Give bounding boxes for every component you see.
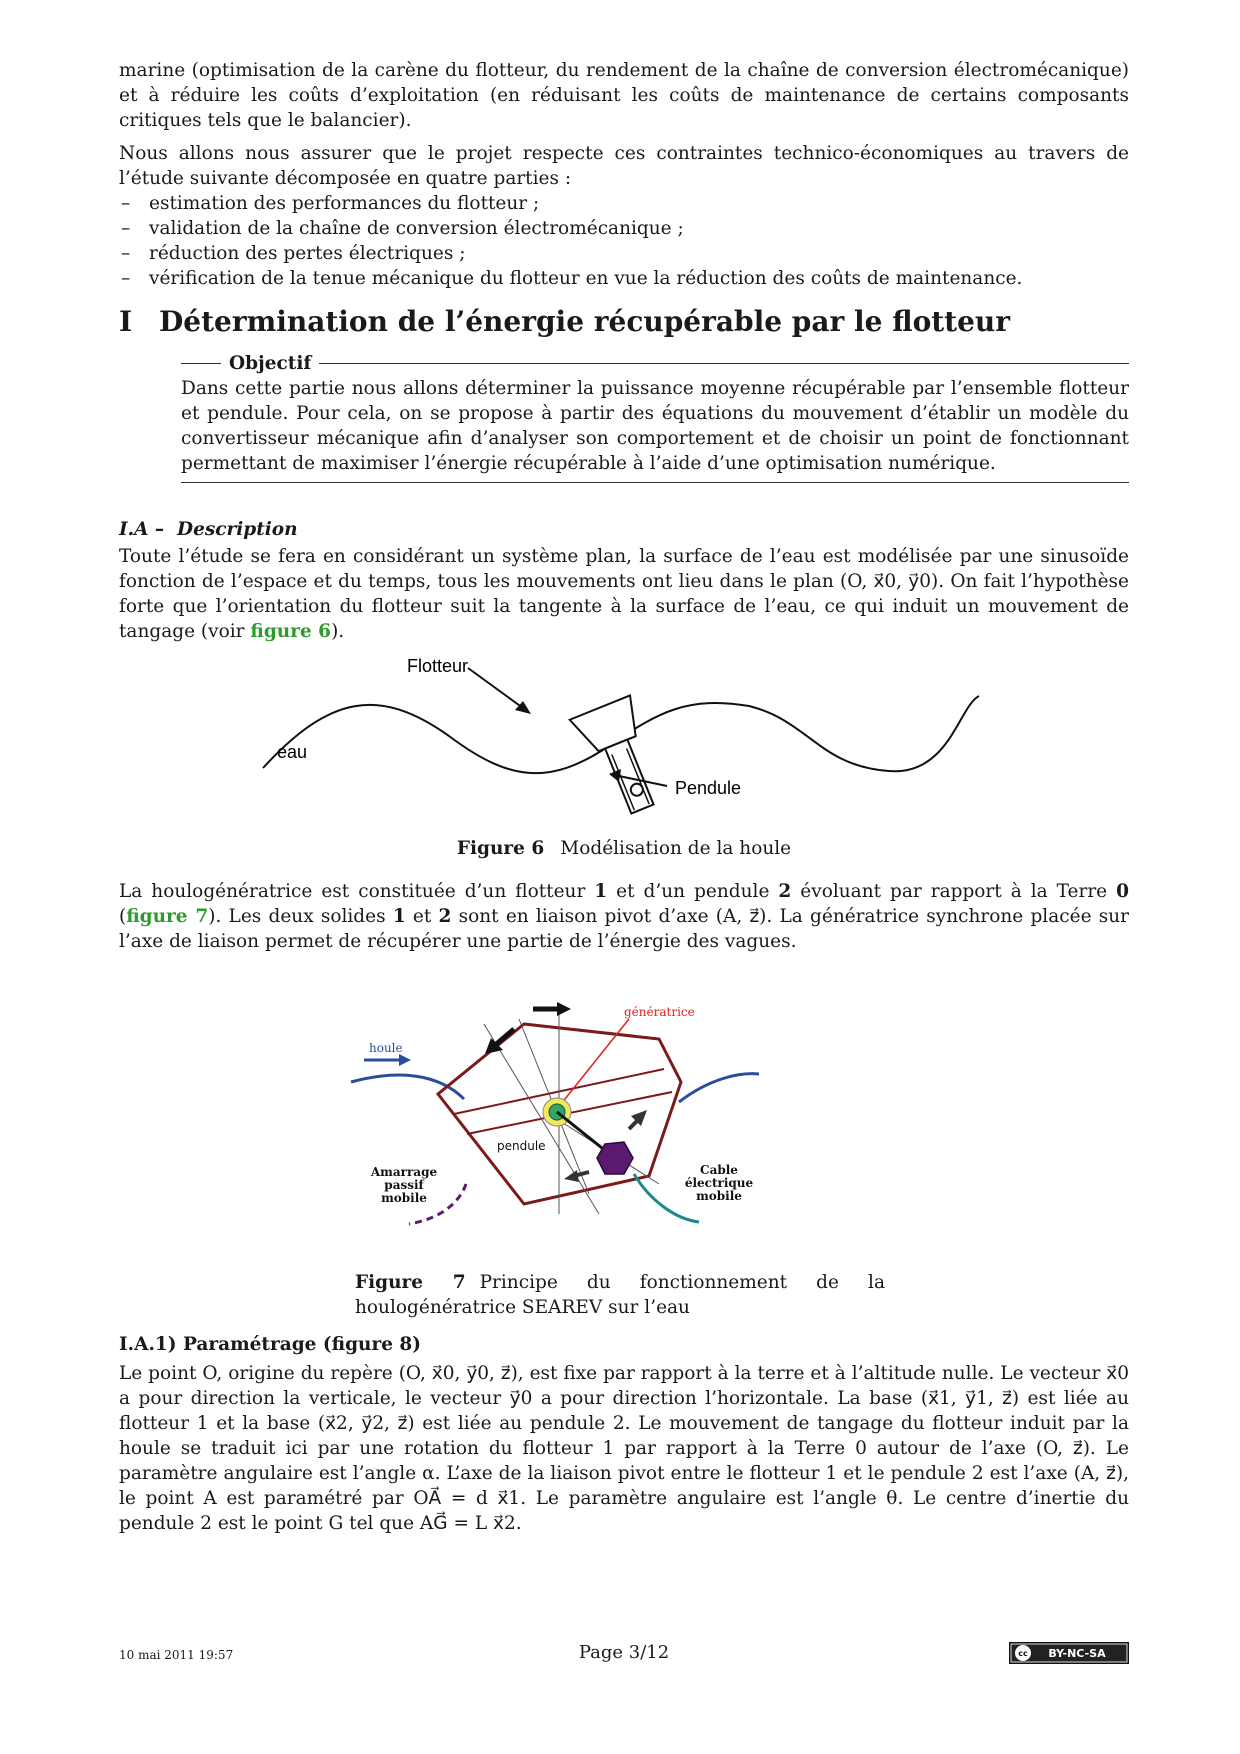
amarrage-label: passif bbox=[384, 1178, 424, 1192]
figure-7-caption-text: Principe du fonctionnement de la houlogénératrice SEAREV sur l’eau bbox=[355, 1272, 885, 1318]
text-run: sont en liaison pivot d’axe (A, z⃗). La génératrice synchrone placée sur l’axe de liaison permet de récupérer une partie de l’énergie des vagues. bbox=[119, 906, 1129, 952]
cable-label: Cable bbox=[700, 1163, 738, 1177]
description-text: Toute l’étude se fera en considérant un système plan, la surface de l’eau est modélisée par une sinusoïde fonction de l’espace et du temps, tous les mouvements ont lieu dans le plan (O, x⃗0, y⃗0). On fait l’hypothèse forte que l’orientation du flotteur suit la tangente à la surface de l’eau, ce qui induit un mouvement de tangage (voir bbox=[119, 546, 1129, 642]
text-run: 2 bbox=[778, 881, 792, 902]
figure-7-link[interactable]: figure 7 bbox=[126, 906, 209, 927]
subsection-title: Description bbox=[177, 519, 298, 540]
amarrage-label: Amarrage bbox=[370, 1165, 438, 1179]
text-run: et d’un pendule bbox=[616, 881, 770, 902]
list-item: – réduction des pertes électriques ; bbox=[119, 241, 1129, 266]
footer-date: 10 mai 2011 19:57 bbox=[119, 1648, 234, 1662]
text-run: ). Les deux solides bbox=[208, 906, 386, 927]
figure-6-caption-text: Modélisation de la houle bbox=[560, 838, 792, 859]
text-run: 0 bbox=[1116, 881, 1130, 902]
pendule-label: pendule bbox=[497, 1139, 546, 1153]
flotteur-label: Flotteur bbox=[407, 656, 469, 676]
figure-6-caption bbox=[119, 836, 1129, 861]
motion-arrow bbox=[494, 1029, 514, 1046]
cable-label: électrique bbox=[684, 1176, 754, 1190]
cc-license-icon bbox=[1009, 1642, 1129, 1664]
motion-arrowhead bbox=[557, 1002, 571, 1016]
subsection-number: I.A – bbox=[119, 519, 165, 540]
houle-arrowhead bbox=[399, 1054, 411, 1066]
list-item: – vérification de la tenue mécanique du flotteur en vue la réduction des coûts de maintenance. bbox=[119, 266, 1129, 291]
figure-6-drawing bbox=[119, 656, 1129, 836]
objectif-rule-bottom bbox=[181, 482, 1129, 483]
objectif-text: Dans cette partie nous allons déterminer la puissance moyenne récupérable par l’ensemble flotteur et pendule. Pour cela, on se propose à partir des équations du mouvement d’établir un modèle du convertisseur mécanique afin d’analyser son comportement et de choisir un point de fonctionnant permettant de maximiser l’énergie récupérable à l’aide d’une optimisation numérique. bbox=[181, 378, 1129, 474]
list-item: – estimation des performances du flotteur ; bbox=[119, 191, 1129, 216]
axis-line bbox=[484, 1024, 599, 1214]
text-run: et bbox=[412, 906, 432, 927]
description-paragraph bbox=[119, 544, 1129, 644]
water-right bbox=[679, 1074, 759, 1102]
section-heading bbox=[119, 305, 1129, 339]
parts-list bbox=[119, 191, 1129, 291]
figure-7-number: Figure 7 bbox=[355, 1272, 466, 1293]
flotteur-arrow bbox=[468, 668, 523, 708]
license-badge[interactable] bbox=[1009, 1642, 1129, 1668]
eau-label: eau bbox=[277, 742, 308, 762]
figure-7 bbox=[119, 984, 1129, 1264]
motion-arrowhead bbox=[564, 1170, 579, 1182]
figure-6-link[interactable]: figure 6 bbox=[250, 621, 332, 642]
objectif-rule-left bbox=[181, 363, 221, 364]
page-number: Page 3/12 bbox=[578, 1642, 670, 1663]
objectif-label: Objectif bbox=[229, 353, 312, 374]
description-end: ). bbox=[331, 621, 345, 642]
text-run: 1 bbox=[594, 881, 608, 902]
section-number: I bbox=[119, 305, 133, 338]
section-title: Détermination de l’énergie récupérable par le flotteur bbox=[159, 305, 1011, 338]
objectif-rule-right bbox=[319, 363, 1129, 364]
cc-text: cc bbox=[1018, 1649, 1028, 1658]
subsection-heading bbox=[119, 517, 1129, 542]
text-run: évoluant par rapport à la Terre bbox=[800, 881, 1108, 902]
figure-6 bbox=[119, 656, 1129, 836]
intro-paragraph-1: marine (optimisation de la carène du flotteur, du rendement de la chaîne de conversion électromécanique) et à réduire les coûts d’exploitation (en réduisant les coûts de maintenance de certains composants critiques tels que le balancier). bbox=[119, 60, 1129, 131]
houle-label: houle bbox=[369, 1041, 403, 1055]
figure-6-number: Figure 6 bbox=[456, 838, 545, 859]
float-shape bbox=[570, 695, 671, 821]
text-run: ( bbox=[119, 906, 127, 927]
page-body bbox=[119, 58, 1129, 1536]
list-item: – validation de la chaîne de conversion électromécanique ; bbox=[119, 216, 1129, 241]
objectif-header bbox=[181, 351, 1129, 376]
parametrage-paragraph: Le point O, origine du repère (O, x⃗0, y⃗0, z⃗), est fixe par rapport à la terre et à l’altitude nulle. Le vecteur x⃗0 a pour direction la verticale, le vecteur y⃗0 a pour direction l’horizontale. La base (x⃗1, y⃗1, z⃗) est liée au flotteur 1 et la base (x⃗2, y⃗2, z⃗) est liée au pendule 2. Le mouvement de tangage du flotteur induit par la houle se traduit ici par une rotation du flotteur 1 par rapport à la Terre 0 autour de l’axe (O, z⃗). Le paramètre angulaire est l’angle α. L’axe de la liaison pivot entre le flotteur 1 et le pendule 2 est l’axe (A, z⃗), le point A est paramétré par OA⃗ = d x⃗1. Le paramètre angulaire est l’angle θ. Le centre d’inertie du pendule 2 est le point G tel que AG⃗ = L x⃗2. bbox=[119, 1363, 1129, 1534]
generatrice-label: génératrice bbox=[624, 1005, 695, 1019]
parametrage-heading: I.A.1) Paramétrage (figure 8) bbox=[119, 1334, 422, 1355]
cable-label: mobile bbox=[696, 1189, 742, 1203]
license-text: BY-NC-SA bbox=[1048, 1647, 1106, 1660]
pendule-label: Pendule bbox=[675, 778, 742, 798]
figure-7-drawing bbox=[119, 984, 1129, 1264]
text-run: La houlogénératrice est constituée d’un flotteur bbox=[119, 881, 586, 902]
houlo-paragraph bbox=[119, 879, 1129, 954]
objectif-box bbox=[181, 351, 1129, 483]
amarrage-label: mobile bbox=[381, 1191, 427, 1205]
intro-paragraph-2: Nous allons nous assurer que le projet respecte ces contraintes technico-économiques au travers de l’étude suivante décomposée en quatre parties : bbox=[119, 143, 1129, 189]
page-footer bbox=[119, 1640, 1129, 1670]
text-run: 2 bbox=[438, 906, 452, 927]
figure-7-caption bbox=[355, 1270, 885, 1320]
text-run: 1 bbox=[392, 906, 406, 927]
